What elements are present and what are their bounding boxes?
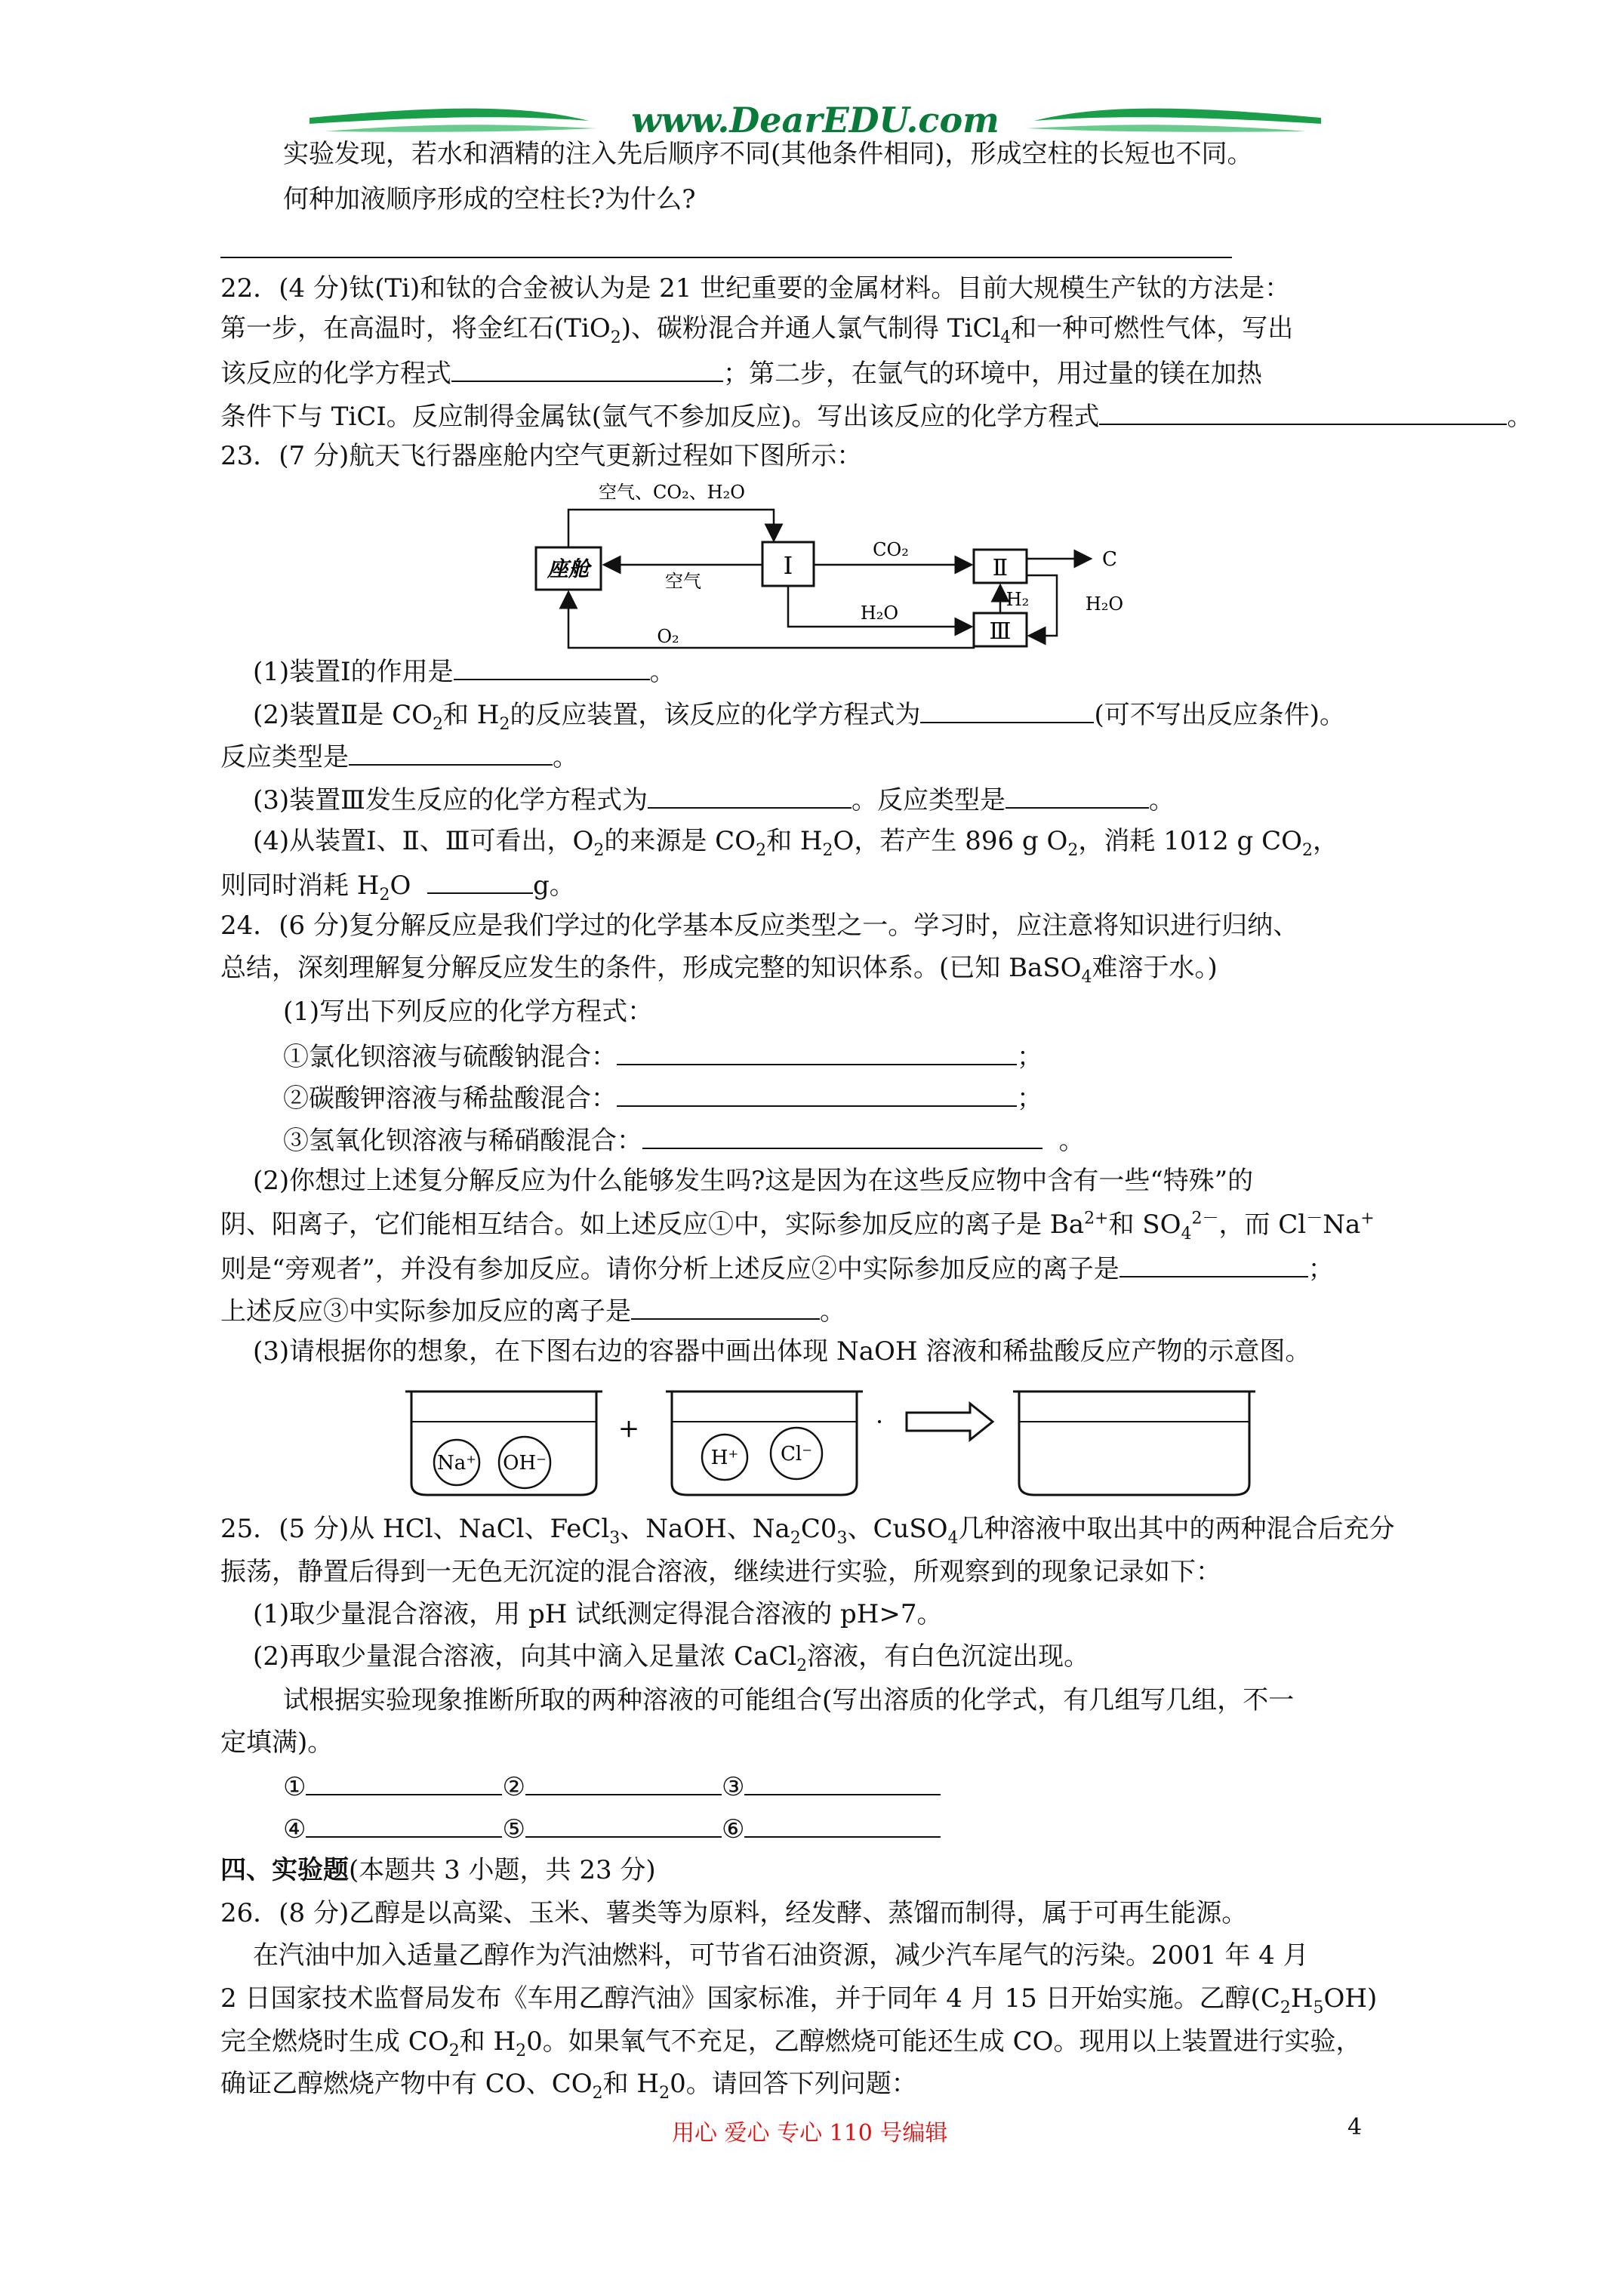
q24-sub2-line4: 上述反应③中实际参加反应的离子是 。 xyxy=(220,1293,845,1328)
q26-line2: 在汽油中加入适量乙醇作为汽油燃料，可节省石油资源，减少汽车尾气的污染。2001 年 4 月 xyxy=(253,1940,1309,1971)
answer-blank[interactable] xyxy=(920,696,1094,723)
h2o-right-label: H₂O xyxy=(1085,593,1124,615)
carbon-label: C xyxy=(1102,548,1117,571)
hydroxide-ion-label: OH⁻ xyxy=(503,1452,547,1475)
co2-label: CO₂ xyxy=(873,539,909,560)
q22-line1: 22．(4 分)钛(Ti)和钛的合金被认为是 21 世纪重要的金属材料。目前大规模生产钛的方法是： xyxy=(220,273,1291,304)
answer-blank[interactable] xyxy=(1119,1250,1308,1277)
q24-reaction1: ①氯化钡溶液与硫酸钠混合： ； xyxy=(283,1038,1042,1074)
q23-part1: (1)装置Ⅰ的作用是 。 xyxy=(253,653,676,689)
q23-part2: (2)装置Ⅱ是 $CO_2$和 $H_2$的反应装置，该反应的化学方程式为 (可不写出反应条件)。 xyxy=(253,696,1345,732)
beaker-naoh xyxy=(405,1391,602,1495)
site-header xyxy=(302,98,1329,143)
answer-blank[interactable] xyxy=(617,1038,1017,1065)
q25-answer-row2: ④ ⑤ ⑥ xyxy=(283,1811,941,1846)
reaction-arrow xyxy=(907,1404,993,1440)
q25-obs1: (1)取少量混合溶液，用 pH 试纸测定得混合溶液的 pH>7。 xyxy=(253,1599,943,1629)
answer-blank[interactable] xyxy=(744,1768,941,1795)
q22-line4: 条件下与 TiCI。反应制得金属钛(氩气不参加反应)。写出该反应的化学方程式 。 xyxy=(220,398,1532,433)
answer-blank[interactable] xyxy=(744,1811,941,1838)
q25-instruction-cont: 定填满)。 xyxy=(220,1727,334,1758)
q21-text-line2: 何种加液顺序形成的空柱长?为什么? xyxy=(283,184,696,214)
sodium-ion-label: Na⁺ xyxy=(437,1452,476,1475)
answer-blank[interactable] xyxy=(306,1811,502,1838)
h2o-label: H₂O xyxy=(860,603,899,624)
q24-sub3: (3)请根据你的想象，在下图右边的容器中画出体现 NaOH 溶液和稀盐酸反应产物的示意图。 xyxy=(253,1336,1311,1367)
q24-line1: 24．(6 分)复分解反应是我们学过的化学基本反应类型之一。学习时，应注意将知识进行归纳、 xyxy=(220,911,1299,941)
answer-blank[interactable] xyxy=(306,1768,502,1795)
q25-line1: 25．(5 分)从 HCl、NaCl、FeCl$_3$、NaOH、$Na_2C0_3$、CuSO$_4$几种溶液中取出其中的两种混合后充分 xyxy=(220,1514,1395,1548)
top-flow-label: 空气、CO₂、H₂O xyxy=(599,482,745,503)
q25-instruction: 试根据实验现象推断所取的两种溶液的可能组合(写出溶质的化学式，有几组写几组，不一 xyxy=(283,1685,1295,1715)
answer-blank[interactable] xyxy=(617,1080,1017,1107)
air-label: 空气 xyxy=(665,571,701,592)
q22-line2: 第一步，在高温时，将金红石(TiO$_2$)、碳粉混合并通人氯气制得 TiCl$_4$和一种可燃性气体，写出 xyxy=(220,313,1294,347)
answer-line xyxy=(220,257,1232,258)
device-2-label: Ⅱ xyxy=(992,555,1009,581)
beaker-diagram xyxy=(396,1378,1498,1506)
answer-blank[interactable] xyxy=(1099,398,1507,425)
q24-sub2-line1: (2)你想过上述复分解反应为什么能够发生吗?这是因为在这些反应物中含有一些“特殊”的 xyxy=(253,1166,1254,1196)
device-1-label: Ⅰ xyxy=(783,551,793,580)
o2-label: O₂ xyxy=(657,626,679,647)
q26-line1: 26．(8 分)乙醇是以高粱、玉米、薯类等为原料，经发酵、蒸馏而制得，属于可再生能源。 xyxy=(220,1898,1248,1928)
beaker-product-empty[interactable] xyxy=(1013,1391,1255,1495)
q26-line5: 确证乙醇燃烧产物中有 CO、$CO_2$和 $H_20$。请回答下列问题： xyxy=(220,2069,917,2103)
q25-obs2: (2)再取少量混合溶液，向其中滴入足量浓 CaCl$_2$溶液，有白色沉淀出现。 xyxy=(253,1641,1090,1675)
answer-blank[interactable] xyxy=(1006,781,1149,809)
q23-part4: (4)从装置Ⅰ、Ⅱ、Ⅲ可看出，$O_2$的来源是 $CO_2$和 $H_2O$，若产生 896 g $O_2$，消耗 1012 g $CO_2$， xyxy=(253,826,1338,860)
answer-blank[interactable] xyxy=(454,653,650,680)
beaker-hcl xyxy=(666,1391,863,1495)
q25-answer-row1: ① ② ③ xyxy=(283,1768,941,1804)
answer-blank[interactable] xyxy=(642,1122,1042,1149)
cabin-label: 座舱 xyxy=(547,556,590,581)
q23-part4-cont: 则同时消耗 $H_2O$ g。 xyxy=(220,867,575,902)
flow-arrow-o2 xyxy=(568,592,974,648)
q23-part3: (3)装置Ⅲ发生反应的化学方程式为 。反应类型是 。 xyxy=(253,781,1175,817)
site-url-logo: www.DearEDU.com xyxy=(631,100,999,140)
chloride-ion-label: Cl⁻ xyxy=(781,1443,812,1465)
answer-blank[interactable] xyxy=(525,1811,722,1838)
q25-line2: 振荡，静置后得到一无色无沉淀的混合溶液，继续进行实验，所观察到的现象记录如下： xyxy=(220,1557,1221,1587)
q22-line3: 该反应的化学方程式 ；第二步，在氩气的环境中，用过量的镁在加热 xyxy=(220,355,1262,390)
q21-text-line1: 实验发现，若水和酒精的注入先后顺序不同(其他条件相同)，形成空柱的长短也不同。 xyxy=(283,139,1253,169)
q24-reaction2: ②碳酸钾溶液与稀盐酸混合： ； xyxy=(283,1080,1042,1115)
q23-title: 23．(7 分)航天飞行器座舱内空气更新过程如下图所示： xyxy=(220,441,863,471)
answer-blank[interactable] xyxy=(648,781,852,809)
page-number: 4 xyxy=(1347,2114,1363,2140)
q26-line3: 2 日国家技术监督局发布《车用乙醇汽油》国家标准，并于同年 4 月 15 日开始实施。乙醇$(C_2H_5OH)$ xyxy=(220,1983,1378,2017)
q24-reaction3: ③氢氧化钡溶液与稀硝酸混合： 。 xyxy=(283,1122,1085,1157)
answer-blank[interactable] xyxy=(349,738,553,766)
hydrogen-ion-label: H⁺ xyxy=(710,1447,739,1469)
q24-sub1: (1)写出下列反应的化学方程式： xyxy=(283,997,654,1027)
q24-sub2-line3: 则是“旁观者”，并没有参加反应。请你分析上述反应②中实际参加反应的离子是 ； xyxy=(220,1250,1334,1286)
q26-line4: 完全燃烧时生成 $CO_2$和 $H_20$。如果氧气不充足，乙醇燃烧可能还生成 CO。现用以上装置进行实验， xyxy=(220,2026,1362,2060)
device-3-label: Ⅲ xyxy=(989,618,1012,645)
footer-editor-note: 用心 爱心 专心 110 号编辑 xyxy=(672,2120,948,2147)
flow-arrow-cabin-to-device1 xyxy=(568,510,774,547)
plus-sign: + xyxy=(617,1413,640,1444)
air-renewal-flow-diagram xyxy=(483,476,1163,657)
q24-sub2-line2: 阴、阳离子，它们能相互结合。如上述反应①中，实际参加反应的离子是 $Ba^{2+}$和 $SO_4^{2-}$，而 Cl－Na+ xyxy=(220,1209,1375,1244)
flow-arrow-h2o-right xyxy=(1027,575,1057,636)
q23-part2-type: 反应类型是 。 xyxy=(220,738,578,774)
answer-blank[interactable] xyxy=(631,1293,820,1320)
answer-blank[interactable] xyxy=(427,867,533,894)
answer-blank[interactable] xyxy=(525,1768,722,1795)
q24-line2: 总结，深刻理解复分解反应发生的条件，形成完整的知识体系。(已知 BaSO$_4$难溶于水。) xyxy=(220,953,1218,987)
answer-blank[interactable] xyxy=(451,355,723,382)
section-heading: 四、实验题(本题共 3 小题，共 23 分) xyxy=(220,1855,656,1885)
h2-label: H₂ xyxy=(1006,589,1030,610)
